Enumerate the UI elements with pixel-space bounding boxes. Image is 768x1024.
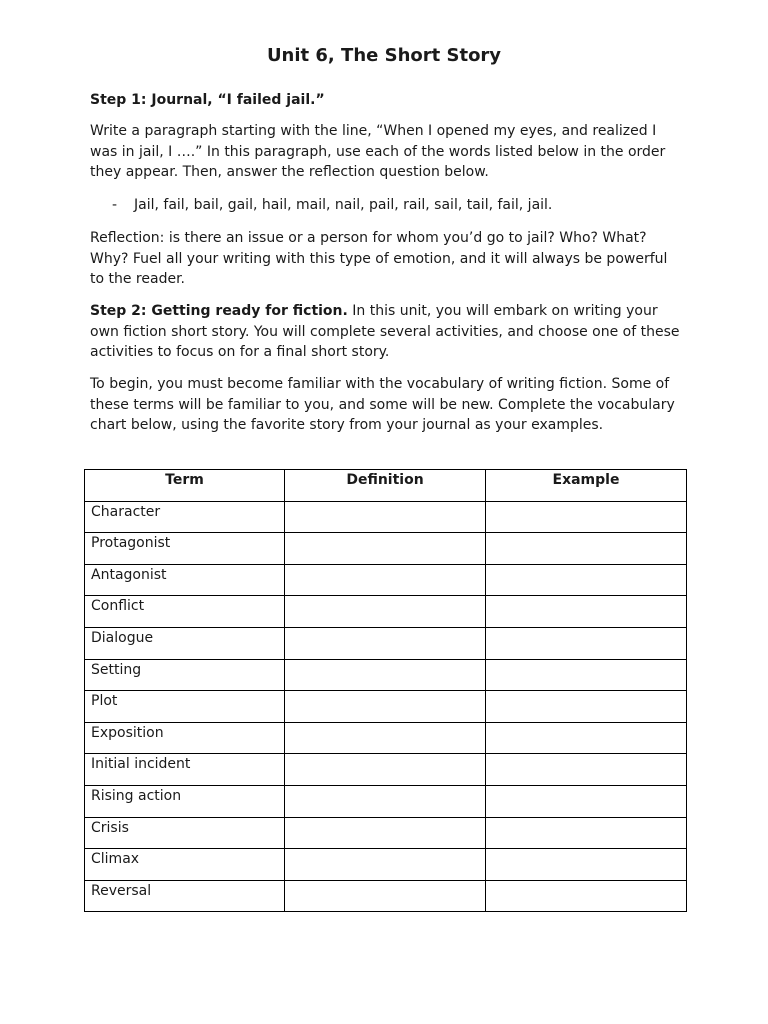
- table-row: [85, 659, 687, 691]
- term-cell: Character: [85, 501, 285, 533]
- term-cell: Initial incident: [85, 754, 285, 786]
- definition-cell[interactable]: [285, 659, 486, 691]
- term-cell: Exposition: [85, 722, 285, 754]
- definition-cell[interactable]: [285, 880, 486, 912]
- example-cell[interactable]: [486, 501, 687, 533]
- step1-heading: Step 1: Journal, “I failed jail.”: [90, 92, 325, 108]
- definition-cell[interactable]: [285, 785, 486, 817]
- step1-paragraph: Write a paragraph starting with the line, “When I opened my eyes, and realized I was in jail, I ….” In this paragraph, use each of the words listed below in the order they appear. Then, answer the reflection question below.: [90, 123, 666, 180]
- term-cell: Climax: [85, 849, 285, 881]
- table-row: [85, 533, 687, 565]
- term-cell: Protagonist: [85, 533, 285, 565]
- definition-cell[interactable]: [285, 754, 486, 786]
- header-term: Term: [85, 470, 285, 502]
- term-cell: Crisis: [85, 817, 285, 849]
- table-row: [85, 817, 687, 849]
- example-cell[interactable]: [486, 564, 687, 596]
- example-cell[interactable]: [486, 533, 687, 565]
- header-definition: Definition: [285, 470, 486, 502]
- definition-cell[interactable]: [285, 564, 486, 596]
- definition-cell[interactable]: [285, 596, 486, 628]
- term-cell: Dialogue: [85, 627, 285, 659]
- table-row: [85, 691, 687, 723]
- word-list: Jail, fail, bail, gail, hail, mail, nail, pail, rail, sail, tail, fail, jail.: [134, 197, 553, 213]
- term-cell: Setting: [85, 659, 285, 691]
- word-list-item: [112, 195, 672, 215]
- table-row: [85, 785, 687, 817]
- step2-intro: In this unit, you will embark on writing your own fiction short story. You will complete several activities, and choose one of these activities to focus on for a final short story.: [90, 303, 680, 360]
- table-row: [85, 564, 687, 596]
- example-cell[interactable]: [486, 817, 687, 849]
- table-body: [85, 501, 687, 912]
- example-cell[interactable]: [486, 691, 687, 723]
- example-cell[interactable]: [486, 722, 687, 754]
- term-cell: Antagonist: [85, 564, 285, 596]
- definition-cell[interactable]: [285, 817, 486, 849]
- table-row: [85, 754, 687, 786]
- definition-cell[interactable]: [285, 722, 486, 754]
- table-row: [85, 501, 687, 533]
- table-row: [85, 880, 687, 912]
- example-cell[interactable]: [486, 627, 687, 659]
- list-dash: -: [112, 197, 118, 213]
- example-cell[interactable]: [486, 785, 687, 817]
- step2-paragraph: [90, 301, 685, 363]
- term-cell: Conflict: [85, 596, 285, 628]
- example-cell[interactable]: [486, 754, 687, 786]
- example-cell[interactable]: [486, 849, 687, 881]
- table-row: [85, 596, 687, 628]
- example-cell[interactable]: [486, 659, 687, 691]
- definition-cell[interactable]: [285, 627, 486, 659]
- table-row: [85, 722, 687, 754]
- table-header-row: [85, 470, 687, 502]
- table-row: [85, 849, 687, 881]
- reflection-paragraph: Reflection: is there an issue or a person for whom you’d go to jail? Who? What? Why? Fuel all your writing with this type of emotion, and it will always be powerful to the reader.: [90, 230, 668, 287]
- vocabulary-instructions: To begin, you must become familiar with the vocabulary of writing fiction. Some of these terms will be familiar to you, and some will be new. Complete the vocabulary chart below, using the favorite story from your journal as your examples.: [90, 376, 675, 433]
- term-cell: Reversal: [85, 880, 285, 912]
- table-row: [85, 627, 687, 659]
- definition-cell[interactable]: [285, 849, 486, 881]
- example-cell[interactable]: [486, 880, 687, 912]
- term-cell: Rising action: [85, 785, 285, 817]
- step2-heading: Step 2: Getting ready for fiction.: [90, 303, 348, 319]
- term-cell: Plot: [85, 691, 285, 723]
- example-cell[interactable]: [486, 596, 687, 628]
- definition-cell[interactable]: [285, 501, 486, 533]
- definition-cell[interactable]: [285, 691, 486, 723]
- vocabulary-table: [84, 469, 687, 912]
- definition-cell[interactable]: [285, 533, 486, 565]
- page-title: Unit 6, The Short Story: [266, 45, 502, 66]
- header-example: Example: [486, 470, 687, 502]
